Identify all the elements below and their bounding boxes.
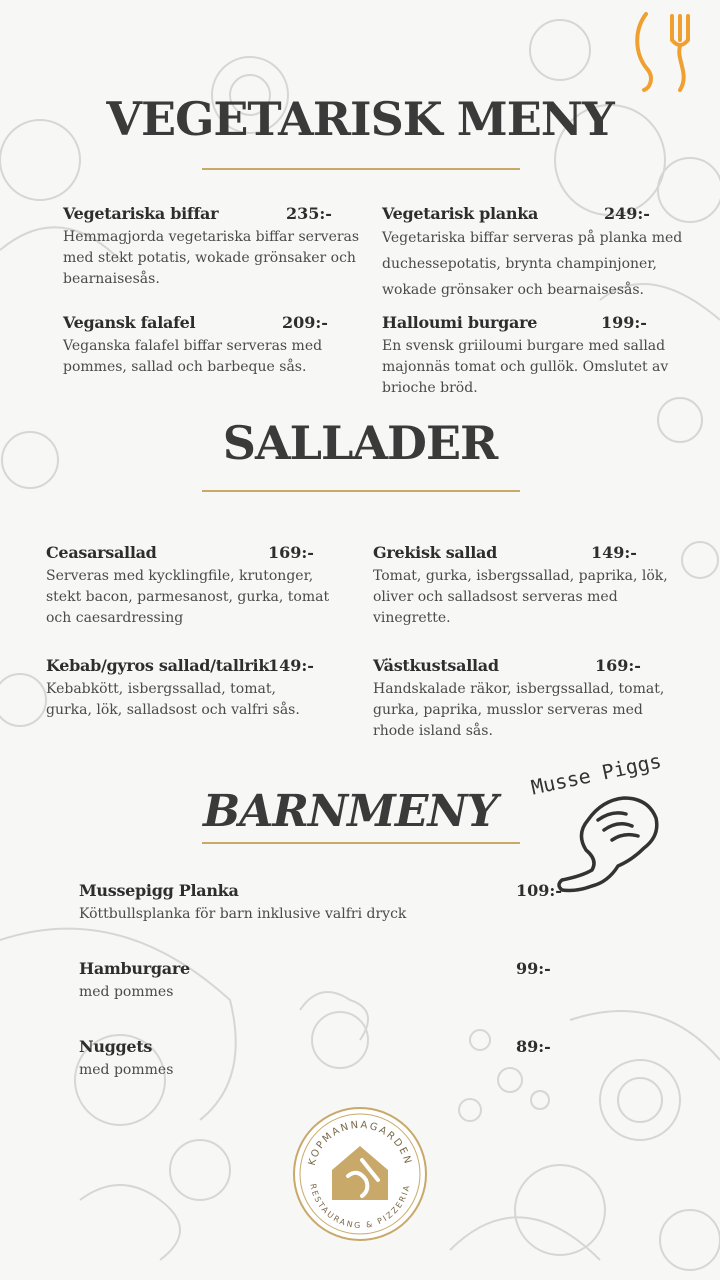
item-name: Kebab/gyros sallad/tallrik [46, 656, 270, 675]
menu-item [63, 313, 363, 383]
cutlery-icon [632, 10, 704, 94]
item-name: Västkustsallad [373, 656, 499, 675]
item-description: med pommes [79, 1062, 174, 1078]
item-price: 99:- [516, 959, 551, 978]
veg-title-divider [202, 168, 520, 170]
item-name: Vegetariska biffar [63, 204, 219, 223]
item-description: Kebabkött, isbergssallad, tomat, gurka, lök, salladsost och valfri sås. [46, 681, 300, 718]
item-price: 149:- [268, 656, 314, 675]
item-name: Hamburgare [79, 959, 190, 978]
item-name: Halloumi burgare [382, 313, 538, 332]
salad-title-divider [202, 490, 520, 492]
item-price: 169:- [268, 543, 314, 562]
mascot-label: Musse Piggs [528, 748, 664, 800]
menu-item [79, 959, 579, 1009]
item-price: 249:- [604, 204, 650, 223]
restaurant-logo [292, 1106, 428, 1242]
menu-item [79, 1037, 579, 1087]
svg-text:RESTAURANG & PIZZERIA: RESTAURANG & PIZZERIA [308, 1182, 412, 1231]
menu-item [46, 543, 346, 633]
menu-item [63, 204, 363, 304]
item-price: 235:- [286, 204, 332, 223]
menu-item [382, 313, 682, 403]
svg-text:KOPMANNAGARDEN: KOPMANNAGARDEN [306, 1119, 414, 1167]
veg-section-title: VEGETARISK MENY [106, 92, 614, 146]
item-price: 209:- [282, 313, 328, 332]
item-name: Nuggets [79, 1037, 153, 1056]
menu-item [373, 543, 673, 633]
item-price: 149:- [591, 543, 637, 562]
item-description: En svensk griiloumi burgare med sallad majonnäs tomat och gullök. Omslutet av brioche bröd. [382, 338, 669, 396]
item-price: 89:- [516, 1037, 551, 1056]
item-name: Vegansk falafel [63, 313, 196, 332]
menu-item [382, 204, 682, 304]
item-name: Grekisk sallad [373, 543, 497, 562]
item-price: 109:- [516, 881, 562, 900]
item-name: Vegetarisk planka [382, 204, 539, 223]
item-price: 169:- [595, 656, 641, 675]
menu-item [46, 656, 346, 726]
menu-item [79, 881, 579, 931]
kids-section-title: BARNMENY [203, 786, 497, 837]
item-name: Ceasarsallad [46, 543, 157, 562]
item-description: Veganska falafel biffar serveras med pommes, sallad och barbeque sås. [63, 338, 323, 375]
item-price: 199:- [601, 313, 647, 332]
item-description: Hemmagjorda vegetariska biffar serveras med stekt potatis, wokade grönsaker och bearnaisesås. [63, 229, 360, 287]
menu-item [373, 656, 673, 746]
kids-title-divider [202, 842, 520, 844]
item-description: Köttbullsplanka för barn inklusive valfri dryck [79, 906, 407, 922]
item-name: Mussepigg Planka [79, 881, 239, 900]
item-description: med pommes [79, 984, 174, 1000]
item-description: Serveras med kycklingfile, krutonger, stekt bacon, parmesanost, gurka, tomat och caesardressing [46, 568, 330, 626]
item-description: Tomat, gurka, isbergssallad, paprika, lök, oliver och salladsost serveras med vinegrette. [373, 568, 668, 626]
item-description: Handskalade räkor, isbergssallad, tomat, gurka, paprika, musslor serveras med rhode island sås. [373, 681, 665, 739]
item-description: Vegetariska biffar serveras på planka med duchessepotatis, brynta champinjoner, wokade grönsaker och bearnaisesås. [382, 230, 683, 298]
salad-section-title: SALLADER [222, 416, 498, 470]
